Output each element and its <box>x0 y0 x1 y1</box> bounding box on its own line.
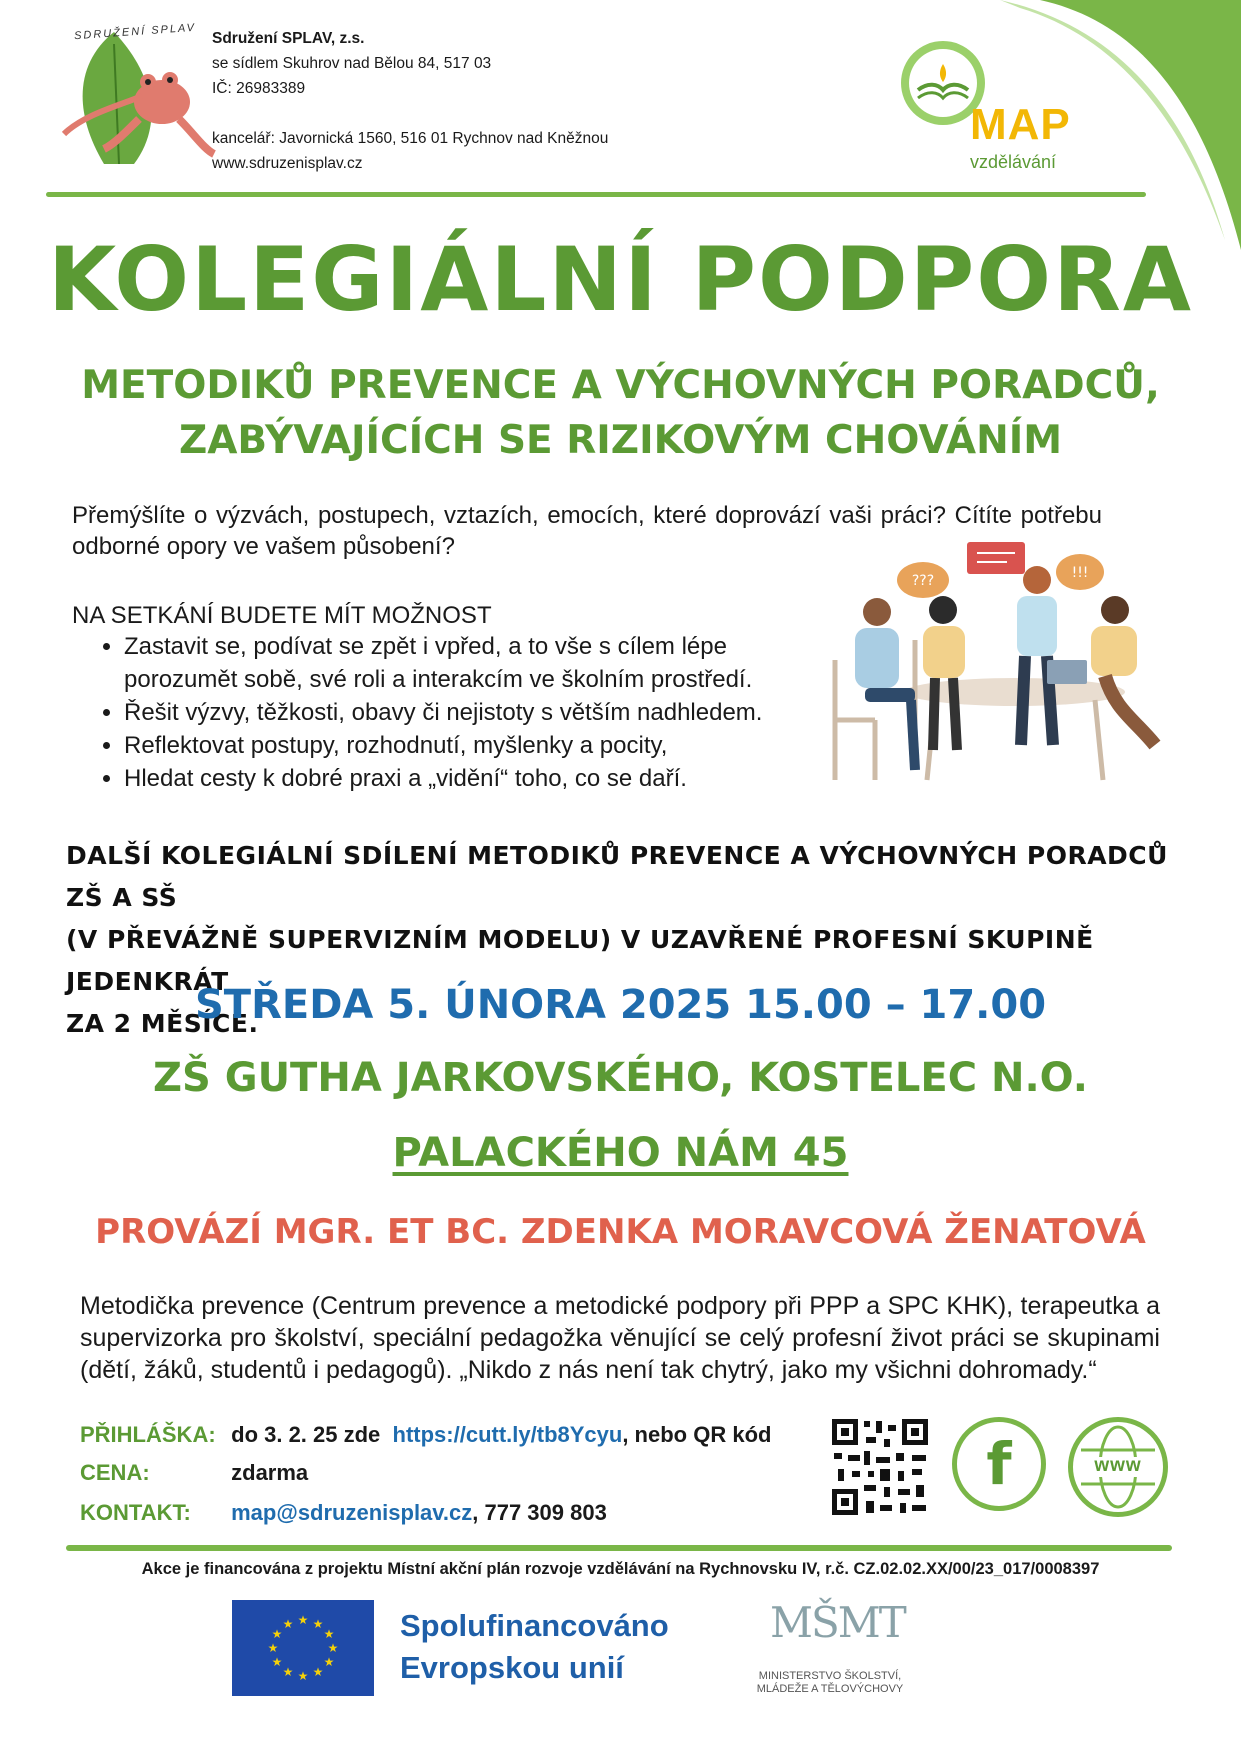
svg-text:★: ★ <box>327 1641 339 1655</box>
facebook-icon: f <box>986 1430 1012 1498</box>
list-item: • Reflektovat postupy, rozhodnutí, myšlenky a pocity, <box>124 729 824 762</box>
qr-code[interactable] <box>828 1415 932 1519</box>
sharing-line-2: (V PŘEVÁŽNĚ SUPERVIZNÍM MODELU) V UZAVŘENÉ PROFESNÍ SKUPINĚ JEDENKRÁT <box>66 925 1094 996</box>
guide-bio: Metodička prevence (Centrum prevence a metodické podpory při PPP a SPC KHK), terapeutka a supervizorka pro školství, speciální pedagožka věnující se celý profesní život práci se skupinami (dětí, žáků, studentů i pedagogů). „Nikdo z nás není tak chytrý, jako my všichni dohromady.“ <box>80 1292 1160 1384</box>
svg-text:★: ★ <box>282 1665 294 1679</box>
subtitle-line-2: ZABÝVAJÍCÍCH SE RIZIKOVÝM CHOVÁNÍM <box>178 418 1063 463</box>
registration-row <box>80 1422 771 1448</box>
intro-text: Přemýšlíte o výzvách, postupech, vztazích, emocích, které doprovází vaši práci? Cítíte potřebu odborné opory ve vašem působení? <box>72 502 1102 560</box>
org-seat: se sídlem Skuhrov nad Bělou 84, 517 03 <box>212 55 492 72</box>
splav-logo <box>44 21 219 176</box>
frog-leaf-icon <box>44 21 219 176</box>
svg-text:★: ★ <box>267 1641 279 1655</box>
org-ico: IČ: 26983389 <box>212 80 306 97</box>
map-logo-text: MAP <box>970 100 1071 149</box>
speech-bubble-left <box>897 562 949 598</box>
org-office: kancelář: Javornická 1560, 516 01 Rychnov nad Kněžnou <box>212 130 609 147</box>
list-item: • Hledat cesty k dobré praxi a „vidění“ toho, co se daří. <box>124 762 824 795</box>
svg-text:★: ★ <box>282 1617 294 1631</box>
msmt-line-1: MINISTERSTVO ŠKOLSTVÍ, <box>758 1670 902 1682</box>
svg-text:★: ★ <box>271 1627 283 1641</box>
org-web[interactable]: www.sdruzenisplav.cz <box>212 155 363 172</box>
eu-line-1: Spolufinancováno <box>400 1608 669 1643</box>
list-item: • Řešit výzvy, těžkosti, obavy či nejistoty s větším nadhledem. <box>124 696 824 729</box>
opportunity-list <box>96 630 824 795</box>
registration-suffix: , nebo QR kód <box>622 1422 772 1447</box>
event-venue: ZŠ GUTHA JARKOVSKÉHO, KOSTELEC N.O. <box>153 1055 1088 1101</box>
website-button[interactable] <box>1068 1417 1168 1517</box>
svg-text:!!!: !!! <box>1071 565 1089 581</box>
header-divider <box>46 192 1146 197</box>
contact-label: KONTAKT: <box>80 1500 191 1525</box>
svg-text:???: ??? <box>911 573 935 589</box>
org-name: Sdružení SPLAV, z.s. <box>212 30 365 47</box>
price-label: CENA: <box>80 1460 150 1485</box>
svg-text:★: ★ <box>312 1617 324 1631</box>
page-subtitle <box>0 358 1241 468</box>
svg-text:★: ★ <box>297 1613 309 1627</box>
svg-text:★: ★ <box>297 1669 309 1683</box>
speech-bubble-center <box>967 542 1025 574</box>
sharing-line-3: ZA 2 MĚSÍCE. <box>66 1009 259 1038</box>
list-item: • Zastavit se, podívat se zpět i vpřed, a to vše s cílem lépe porozumět sobě, své roli a interakcím ve školním prostředí. <box>124 630 824 696</box>
eu-cofinanced-text <box>400 1605 669 1689</box>
org-header <box>212 26 608 176</box>
speech-bubble-right <box>1056 554 1104 590</box>
map-logo <box>898 38 1098 178</box>
event-address-text: PALACKÉHO NÁM 45 <box>392 1130 849 1176</box>
meeting-illustration <box>815 540 1185 790</box>
eu-line-2: Evropskou unií <box>400 1650 624 1685</box>
svg-text:★: ★ <box>312 1665 324 1679</box>
registration-text: do 3. 2. 25 zde <box>231 1422 381 1447</box>
facebook-button[interactable] <box>952 1417 1046 1511</box>
event-date: STŘEDA 5. ÚNORA 2025 15.00 – 17.00 <box>194 982 1047 1028</box>
price-row <box>80 1460 308 1486</box>
opportunity-heading: NA SETKÁNÍ BUDETE MÍT MOŽNOST <box>72 602 492 629</box>
price-value: zdarma <box>231 1460 309 1485</box>
msmt-line-2: MLÁDEŽE A TĚLOVÝCHOVY <box>756 1683 904 1695</box>
registration-link[interactable]: https://cutt.ly/tb8Ycyu <box>392 1422 623 1447</box>
msmt-logo: MŠMT <box>770 1598 905 1647</box>
funding-note: Akce je financována z projektu Místní akční plán rozvoje vzdělávání na Rychnovsku IV, r.č. CZ.02.02.XX/00/23_017/0008397 <box>141 1560 1100 1578</box>
sharing-line-1: DALŠÍ KOLEGIÁLNÍ SDÍLENÍ METODIKŮ PREVENCE A VÝCHOVNÝCH PORADCŮ ZŠ A SŠ <box>66 841 1168 912</box>
contact-email[interactable]: map@sdruzenisplav.cz <box>231 1500 473 1525</box>
www-label: www <box>1094 1455 1142 1476</box>
msmt-caption <box>720 1670 940 1696</box>
svg-text:★: ★ <box>323 1655 335 1669</box>
subtitle-line-1: METODIKŮ PREVENCE A VÝCHOVNÝCH PORADCŮ, <box>81 363 1160 408</box>
splav-logo-text: SDRUŽENÍ SPLAV <box>73 21 197 43</box>
contact-row <box>80 1500 607 1526</box>
contact-phone: , 777 309 803 <box>472 1500 607 1525</box>
event-address <box>0 1130 1241 1176</box>
map-logo-sub: vzdělávání <box>970 152 1057 172</box>
page-title: KOLEGIÁLNÍ PODPORA <box>48 228 1193 331</box>
event-guide: PROVÁZÍ MGR. ET BC. ZDENKA MORAVCOVÁ ŽENATOVÁ <box>95 1212 1146 1252</box>
eu-flag-logo <box>232 1600 374 1696</box>
svg-text:★: ★ <box>323 1627 335 1641</box>
svg-text:★: ★ <box>271 1655 283 1669</box>
footer-divider <box>66 1545 1172 1551</box>
registration-label: PŘIHLÁŠKA: <box>80 1422 216 1447</box>
